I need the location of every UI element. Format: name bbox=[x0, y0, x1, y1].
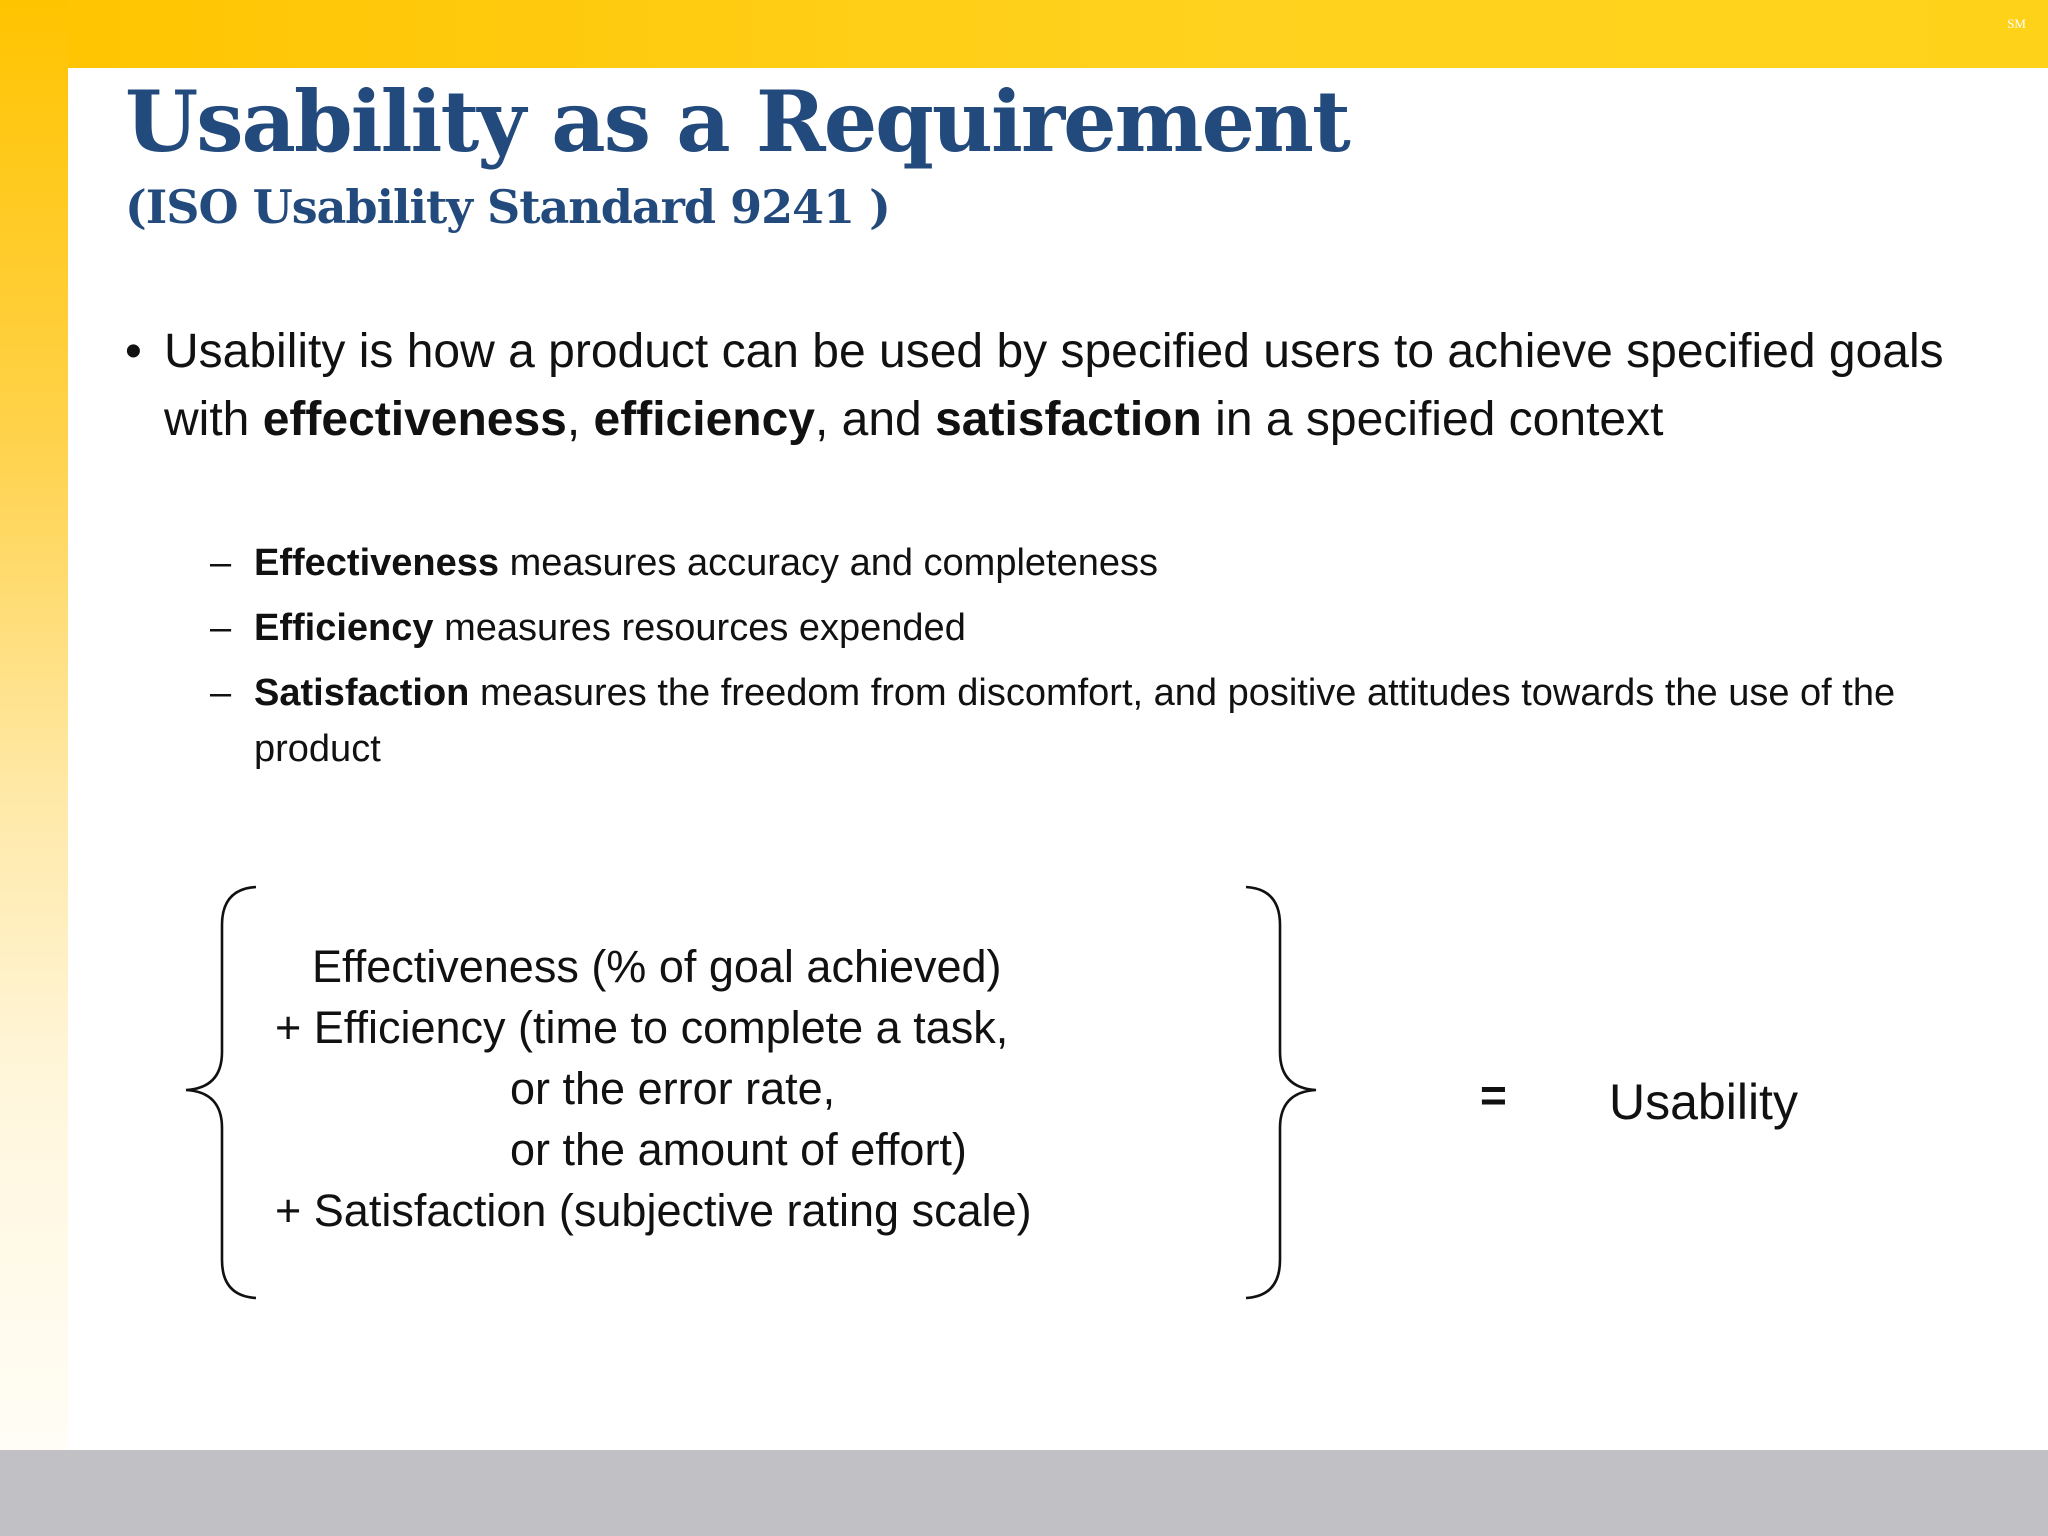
sub-bullet-term: Satisfaction bbox=[254, 672, 470, 714]
slide-title: Usability as a Requirement bbox=[125, 72, 1349, 171]
dash-marker: – bbox=[210, 542, 232, 584]
dash-marker: – bbox=[210, 672, 232, 714]
left-curly-brace bbox=[186, 887, 256, 1298]
equals-sign: = bbox=[1480, 1069, 1507, 1121]
slide-subtitle: (ISO Usability Standard 9241 ) bbox=[125, 180, 890, 234]
bullet-text-part: Usability is how a product can be used by specified users to achieve specified goals with bbox=[164, 325, 1944, 446]
bullet-text-part: , and bbox=[814, 393, 936, 446]
formula-result: Usability bbox=[1609, 1074, 1798, 1130]
formula-line-satisfaction: + Satisfaction (subjective rating scale) bbox=[275, 1185, 1032, 1236]
formula-line-effectiveness: Effectiveness (% of goal achieved) bbox=[312, 941, 1002, 992]
bullet-text-part: in a specified context bbox=[1201, 393, 1664, 446]
term-satisfaction: satisfaction bbox=[935, 393, 1202, 446]
bullet-dot: • bbox=[125, 325, 142, 378]
bullet-text-part: , bbox=[566, 393, 594, 446]
formula-line-efficiency: + Efficiency (time to complete a task, bbox=[275, 1002, 1009, 1053]
sub-bullet-term: Effectiveness bbox=[254, 542, 500, 584]
formula-line-effort: or the amount of effort) bbox=[510, 1124, 967, 1175]
sub-bullet-desc: measures the freedom from discomfort, and positive attitudes towards the use of the product bbox=[254, 672, 1896, 770]
sub-bullet-desc: measures resources expended bbox=[433, 607, 966, 649]
term-effectiveness: effectiveness bbox=[262, 393, 567, 446]
dash-marker: – bbox=[210, 607, 232, 649]
sub-bullet-term: Efficiency bbox=[254, 607, 434, 649]
sub-bullet-desc: measures accuracy and completeness bbox=[499, 542, 1159, 584]
formula-line-error-rate: or the error rate, bbox=[510, 1063, 836, 1114]
term-efficiency: efficiency bbox=[593, 393, 815, 446]
corner-mark: SM bbox=[2007, 16, 2026, 31]
right-curly-brace bbox=[1246, 887, 1316, 1298]
